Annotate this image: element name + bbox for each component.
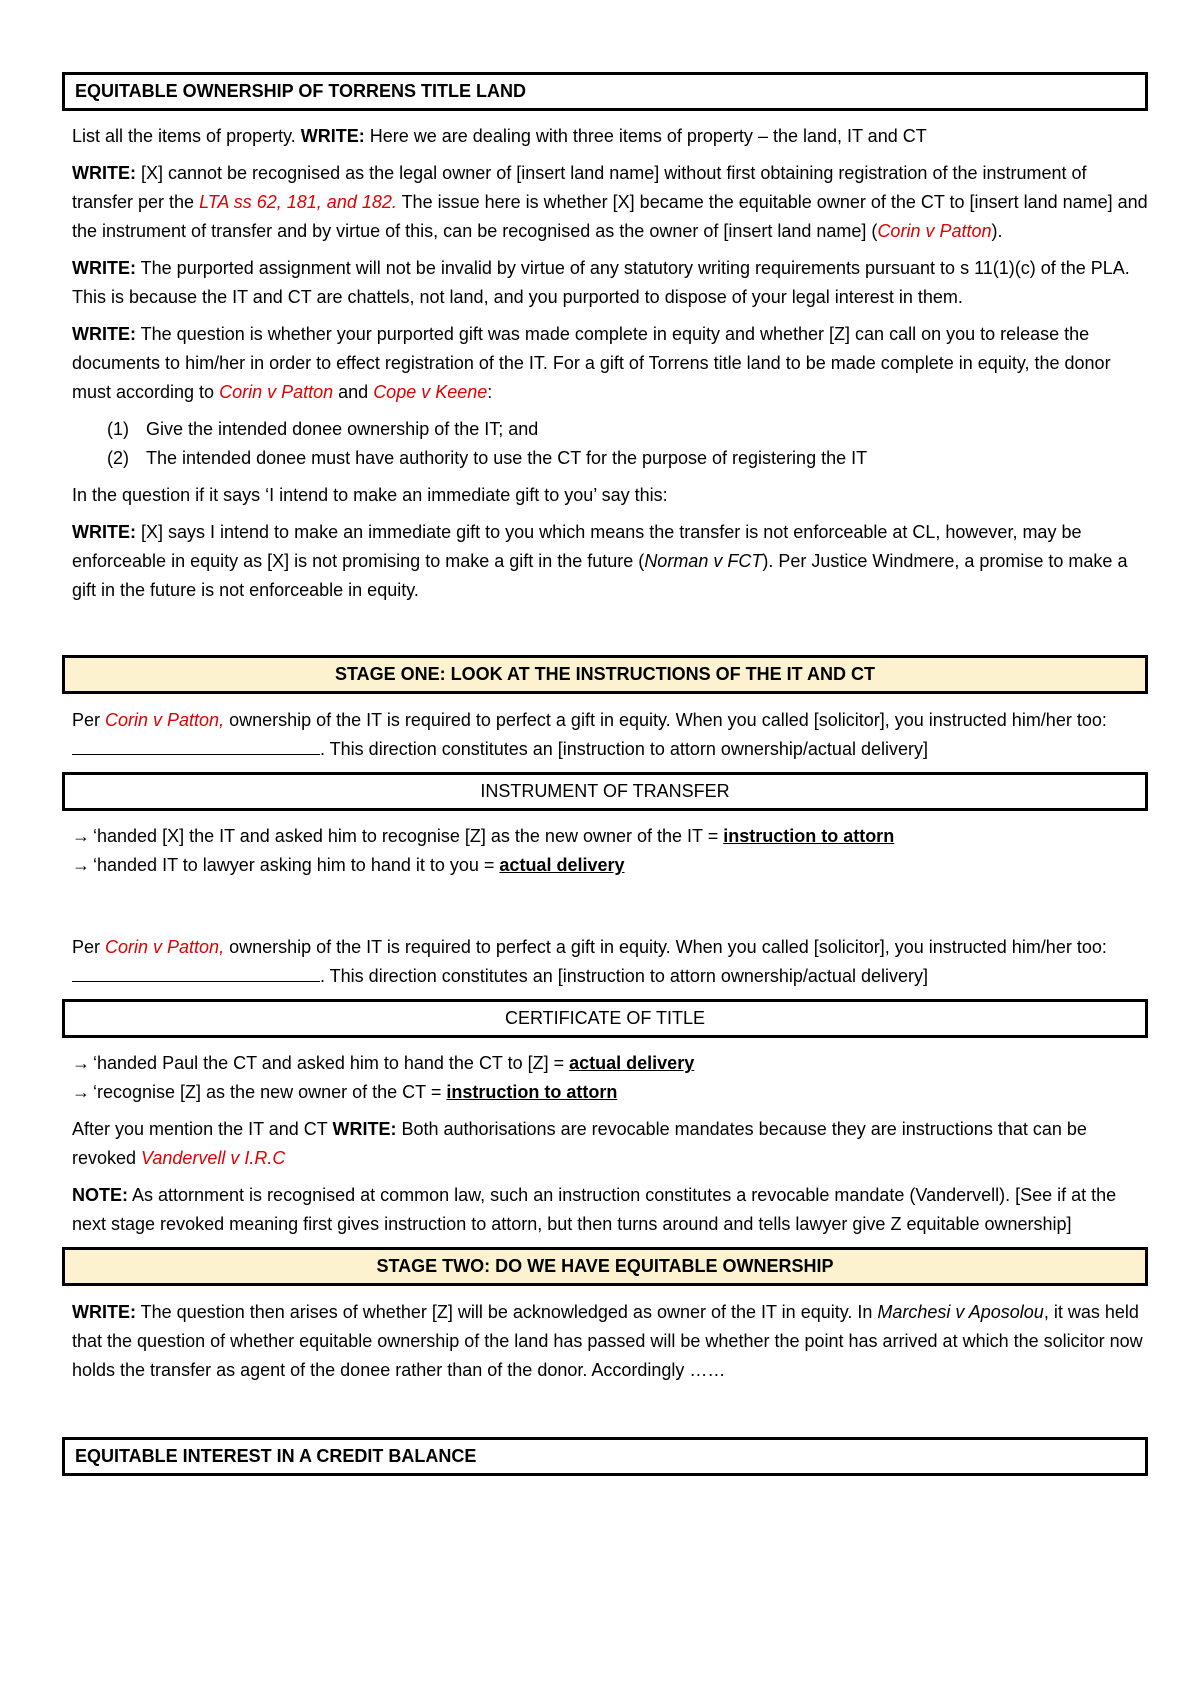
arrow-right-icon: → [72, 855, 90, 875]
arrow-right-icon: → [72, 1053, 90, 1073]
stage-two-heading: STAGE TWO: DO WE HAVE EQUITABLE OWNERSHIP [62, 1247, 1148, 1286]
citation-corin-v-patton: Corin v Patton [219, 382, 334, 402]
arrow-right-icon: → [72, 1082, 90, 1102]
paragraph-immediate-gift: WRITE: [X] says I intend to make an immediate gift to you which means the transfer is not enforceable at CL, however, may be enforceable in equity as [X] is not promising to make a gift in the future (Norman v FCT). Per Justice Windmere, a promise to make a gift in the future is not enforceable in equity. [72, 522, 1128, 600]
paragraph-gift-complete: WRITE: The question is whether your purported gift was made complete in equity and whether [Z] can call on you to release the documents to him/her in order to effect registration of the IT. For a gift of Torrens title land to be made complete in equity, the donor must according to Corin v Patton and Cope v Keene: [72, 324, 1111, 402]
paragraph-note: NOTE: As attornment is recognised at common law, such an instruction constitutes a revocable mandate (Vandervell). [See if at the next stage revoked meaning first gives instruction to attorn, but then turns around and tells lawyer give Z equitable ownership] [72, 1185, 1117, 1234]
document-page [62, 72, 1148, 1476]
it-arrow-item: → ‘handed IT to lawyer asking him to hand it to you = actual delivery [62, 851, 1148, 880]
paragraph-immediate-gift-intro: In the question if it says ‘I intend to make an immediate gift to you’ say this: [72, 485, 668, 505]
section-heading-torrens: EQUITABLE OWNERSHIP OF TORRENS TITLE LAND [62, 72, 1148, 111]
paragraph-items-of-property: List all the items of property. WRITE: Here we are dealing with three items of property – the land, IT and CT [72, 126, 927, 146]
citation-cope-v-keene: Cope v Keene [373, 382, 488, 402]
citation-norman-v-fct: Norman v FCT [644, 551, 763, 571]
citation-vandervell: Vandervell v I.R.C [141, 1148, 286, 1168]
list-item: (1) Give the intended donee ownership of the IT; and [107, 419, 539, 439]
section-heading-credit-balance: EQUITABLE INTEREST IN A CREDIT BALANCE [62, 1437, 1148, 1476]
paragraph-per-corin-1: Per Corin v Patton, ownership of the IT is required to perfect a gift in equity. When you called [solicitor], you instructed him/her too: . This direction constitutes an [instruction to attorn ownership/actual delivery] [72, 710, 1107, 759]
requirements-list [62, 415, 1148, 473]
citation-corin-v-patton: Corin v Patton, [105, 710, 225, 730]
instrument-of-transfer-heading: INSTRUMENT OF TRANSFER [62, 772, 1148, 811]
paragraph-revocable-mandates: After you mention the IT and CT WRITE: Both authorisations are revocable mandates because they are instructions that can be revoked Vandervell v I.R.C [72, 1119, 1087, 1168]
list-item: (2) The intended donee must have authority to use the CT for the purpose of registering the IT [107, 448, 868, 468]
paragraph-equitable-ownership: WRITE: The question then arises of whether [Z] will be acknowledged as owner of the IT in equity. In Marchesi v Aposolou, it was held that the question of whether equitable ownership of the land has passed will be whether the point has arrived at which the solicitor now holds the transfer as agent of the donee rather than of the donor. Accordingly …… [72, 1302, 1143, 1380]
ct-arrow-item: → ‘recognise [Z] as the new owner of the CT = instruction to attorn [62, 1078, 1148, 1107]
paragraph-purported-assignment: WRITE: The purported assignment will not be invalid by virtue of any statutory writing requirements pursuant to s 11(1)(c) of the PLA. This is because the IT and CT are chattels, not land, and you purported to dispose of your legal interest in them. [72, 258, 1130, 307]
citation-lta: LTA ss 62, 181, and 182. [199, 192, 397, 212]
blank-line [72, 963, 320, 982]
it-arrow-item: → ‘handed [X] the IT and asked him to recognise [Z] as the new owner of the IT = instruction to attorn [62, 822, 1148, 851]
ct-arrow-item: → ‘handed Paul the CT and asked him to hand the CT to [Z] = actual delivery [62, 1049, 1148, 1078]
paragraph-per-corin-2: Per Corin v Patton, ownership of the IT is required to perfect a gift in equity. When you called [solicitor], you instructed him/her too: . This direction constitutes an [instruction to attorn ownership/actual delivery] [72, 937, 1107, 986]
arrow-right-icon: → [72, 826, 90, 846]
paragraph-legal-owner: WRITE: [X] cannot be recognised as the legal owner of [insert land name] without first obtaining registration of the instrument of transfer per the LTA ss 62, 181, and 182. The issue here is whether [X] became the equitable owner of the CT to [insert land name] and the instrument of transfer and by virtue of this, can be recognised as the owner of [insert land name] (Corin v Patton). [72, 163, 1148, 241]
stage-one-heading: STAGE ONE: LOOK AT THE INSTRUCTIONS OF THE IT AND CT [62, 655, 1148, 694]
citation-corin-v-patton: Corin v Patton, [105, 937, 225, 957]
citation-marchesi: Marchesi v Aposolou [877, 1302, 1044, 1322]
citation-corin-v-patton: Corin v Patton [877, 221, 992, 241]
blank-line [72, 736, 320, 755]
certificate-of-title-heading: CERTIFICATE OF TITLE [62, 999, 1148, 1038]
